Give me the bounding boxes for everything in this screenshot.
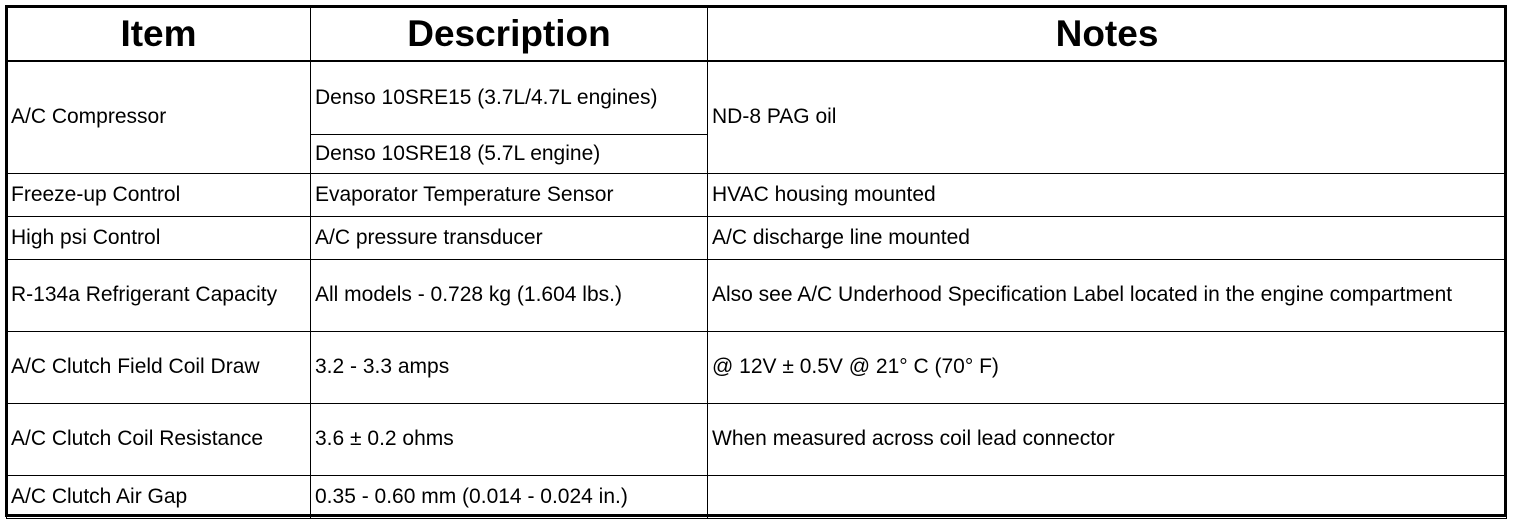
header-row [7,7,1507,62]
cell-item: R-134a Refrigerant Capacity [7,259,311,331]
table-row [7,216,1507,259]
cell-description: 3.6 ± 0.2 ohms [311,403,708,475]
cell-item: A/C Clutch Coil Resistance [7,403,311,475]
table-row [7,475,1507,518]
spec-table [6,6,1507,519]
cell-notes: When measured across coil lead connector [708,403,1507,475]
cell-description: All models - 0.728 kg (1.604 lbs.) [311,259,708,331]
cell-item: A/C Clutch Air Gap [7,475,311,518]
table-row [7,259,1507,331]
cell-description: Evaporator Temperature Sensor [311,173,708,216]
header-item: Item [7,7,311,62]
cell-item: A/C Clutch Field Coil Draw [7,331,311,403]
cell-description: 3.2 - 3.3 amps [311,331,708,403]
cell-description: A/C pressure transducer [311,216,708,259]
cell-notes: A/C discharge line mounted [708,216,1507,259]
cell-notes: ND-8 PAG oil [708,61,1507,173]
cell-description: Denso 10SRE15 (3.7L/4.7L engines) [311,61,708,134]
cell-notes: HVAC housing mounted [708,173,1507,216]
header-description: Description [311,7,708,62]
cell-notes: @ 12V ± 0.5V @ 21° C (70° F) [708,331,1507,403]
cell-notes: Also see A/C Underhood Specification Label located in the engine compartment [708,259,1507,331]
cell-item: High psi Control [7,216,311,259]
cell-item: A/C Compressor [7,61,311,173]
cell-description: 0.35 - 0.60 mm (0.014 - 0.024 in.) [311,475,708,518]
table-row [7,403,1507,475]
cell-item: Freeze-up Control [7,173,311,216]
table-row [7,173,1507,216]
table-row [7,61,1507,134]
table-row [7,331,1507,403]
cell-description: Denso 10SRE18 (5.7L engine) [311,134,708,173]
cell-notes [708,475,1507,518]
header-notes: Notes [708,7,1507,62]
